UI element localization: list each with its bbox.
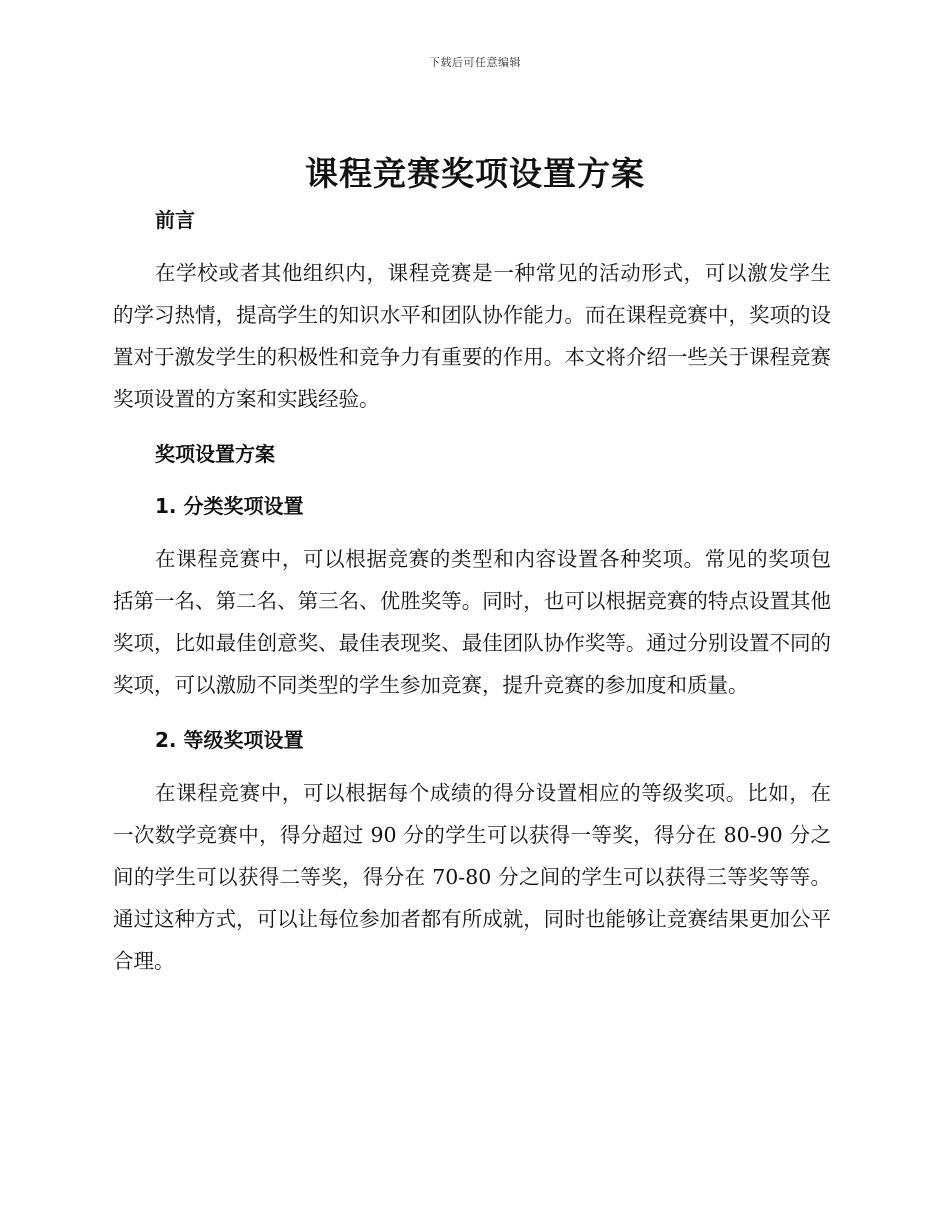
paragraph-grade-awards: 在课程竞赛中，可以根据每个成绩的得分设置相应的等级奖项。比如，在一次数学竞赛中，得分超过 90 分的学生可以获得一等奖，得分在 80-90 分之间的学生可以获得二等奖，得分在 70-80 分之间的学生可以获得三等奖等等。通过这种方式，可以让每位参加者都有所成就，同时也能够让竞赛结果更加公平合理。 (113, 781, 831, 973)
section-heading-grade-awards: 2. 等级奖项设置 (155, 728, 304, 752)
header-note: 下载后可任意编辑 (429, 56, 521, 69)
section-heading-category-awards: 1. 分类奖项设置 (155, 494, 304, 518)
paragraph-preface: 在学校或者其他组织内，课程竞赛是一种常见的活动形式，可以激发学生的学习热情，提高学生的知识水平和团队协作能力。而在课程竞赛中，奖项的设置对于激发学生的积极性和竞争力有重要的作用。本文将介绍一些关于课程竞赛奖项设置的方案和实践经验。 (113, 261, 831, 411)
document-body (113, 200, 831, 982)
paragraph-category-awards: 在课程竞赛中，可以根据竞赛的类型和内容设置各种奖项。常见的奖项包括第一名、第二名、第三名、优胜奖等。同时，也可以根据竞赛的特点设置其他奖项，比如最佳创意奖、最佳表现奖、最佳团队协作奖等。通过分别设置不同的奖项，可以激励不同类型的学生参加竞赛，提升竞赛的参加度和质量。 (113, 547, 831, 697)
section-heading-award-plan: 奖项设置方案 (155, 442, 275, 466)
document-title: 课程竞赛奖项设置方案 (305, 154, 645, 193)
section-heading-preface: 前言 (155, 208, 195, 232)
